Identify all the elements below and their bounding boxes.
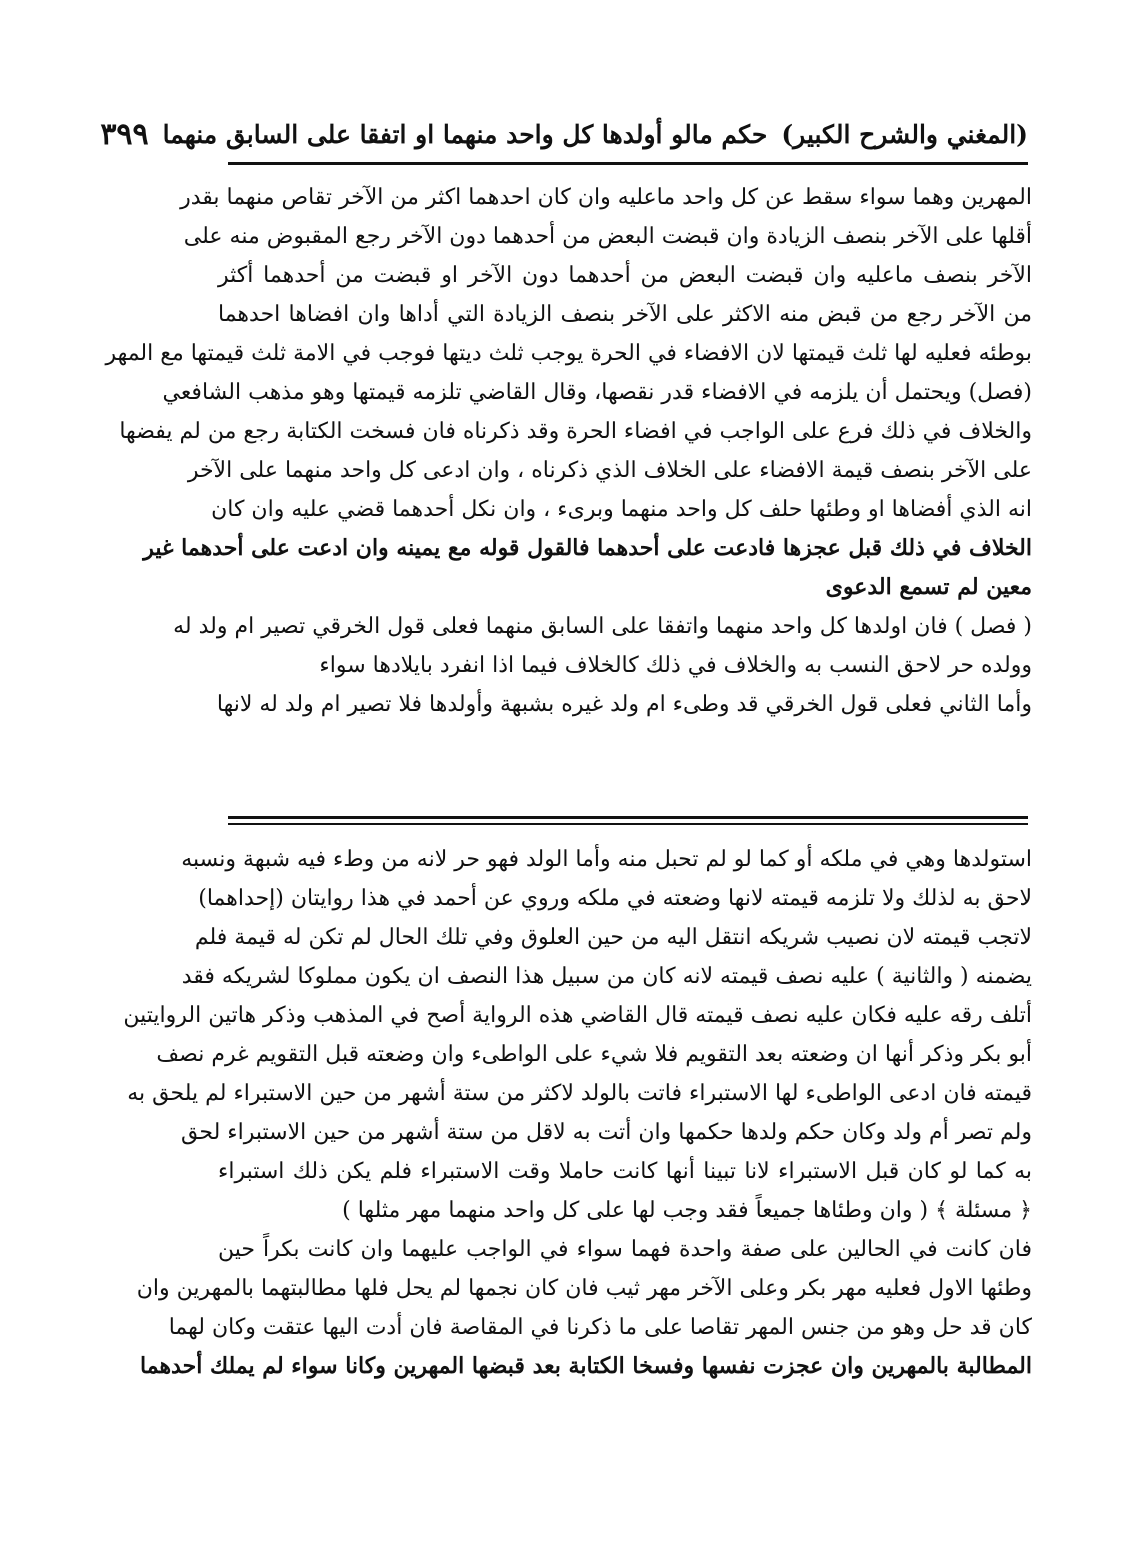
text-line: انه الذي أفضاها او وطئها حلف كل واحد منهما وبرىء ، وان نكل أحدهما قضي عليه وان كان — [211, 497, 1032, 522]
text-line: وطئها الاول فعليه مهر بكر وعلى الآخر مهر ثيب فان كان نجمها لم يحل فلها مطالبتهما بالمهرين وان — [136, 1276, 1032, 1301]
text-line: معين لم تسمع الدعوى — [825, 574, 1032, 600]
text-line: فان كانت في الحالين على صفة واحدة فهما سواء في الواجب عليهما وان كانت بكراً حين — [218, 1237, 1032, 1262]
book-title: (المغني والشرح الكبير) — [781, 119, 1028, 149]
text-line: لاتجب قيمته لان نصيب شريكه انتقل اليه من حين العلوق وفي تلك الحال لم تكن له قيمة فلم — [194, 925, 1032, 950]
text-line: الخلاف في ذلك قبل عجزها فادعت على أحدهما فالقول قوله مع يمينه وان ادعت على أحدهما غير — [143, 535, 1032, 561]
text-line: أقلها على الآخر بنصف الزيادة وان قبضت البعض من أحدهما دون الآخر رجع المقبوض منه على — [183, 224, 1032, 249]
section-divider — [228, 816, 1028, 819]
text-line: ولم تصر أم ولد وكان حكم ولدها حكمها وان أتت به لاقل من ستة أشهر من حين الاستبراء لحق — [181, 1120, 1032, 1145]
text-line: ( فصل ) فان اولدها كل واحد منهما واتفقا على السابق منهما فعلى قول الخرقي تصير ام ولد له — [173, 614, 1032, 639]
text-line: يضمنه ( والثانية ) عليه نصف قيمته لانه كان من سبيل هذا النصف ان يكون مملوكا لشريكه فقد — [181, 964, 1032, 989]
text-line: استولدها وهي في ملكه أو كما لو لم تحبل منه وأما الولد فهو حر لانه من وطء فيه شبهة ونسبه — [181, 847, 1032, 872]
upper-text-block — [105, 178, 1032, 724]
section-divider — [228, 823, 1028, 825]
text-line: المهرين وهما سواء سقط عن كل واحد ماعليه وان كان احدهما اكثر من الآخر تقاص منهما بقدر — [180, 185, 1032, 210]
text-line: قيمته فان ادعى الواطىء لها الاستبراء فاتت بالولد لاكثر من ستة أشهر من حين الاستبراء لم يلحق به — [127, 1081, 1032, 1106]
running-header — [100, 112, 1028, 156]
text-line: أتلف رقه عليه فكان عليه نصف قيمته قال القاضي هذه الرواية أصح في المذهب وذكر هاتين الروايتين — [123, 1003, 1032, 1028]
text-line: ﴿ مسئلة ﴾ ( وان وطئاها جميعاً فقد وجب لها على كل واحد منهما مهر مثلها ) — [342, 1198, 1032, 1223]
text-line: وأما الثاني فعلى قول الخرقي قد وطىء ام ولد غيره بشبهة وأولدها فلا تصير ام ولد له لانها — [216, 692, 1032, 717]
header-divider — [228, 162, 1028, 165]
text-line: وولده حر لاحق النسب به والخلاف في ذلك كالخلاف فيما اذا انفرد بايلادها سواء — [319, 653, 1032, 678]
text-line: أبو بكر وذكر أنها ان وضعته بعد التقويم فلا شيء على الواطىء وان وضعته قبل التقويم غرم نصف — [156, 1042, 1032, 1067]
text-line: الآخر بنصف ماعليه وان قبضت البعض من أحدهما دون الآخر او قبضت من أحدهما أكثر — [218, 263, 1032, 288]
text-line: (فصل) ويحتمل أن يلزمه في الافضاء قدر نقصها، وقال القاضي تلزمه قيمتها وهو مذهب الشافعي — [162, 380, 1032, 405]
text-line: به كما لو كان قبل الاستبراء لانا تبينا أنها كانت حاملا وقت الاستبراء فلم يكن ذلك استبراء — [218, 1159, 1032, 1184]
chapter-title: حكم مالو أولدها كل واحد منهما او اتفقا على السابق منهما — [162, 119, 768, 149]
text-line: من الآخر رجع من قبض منه الاكثر على الآخر بنصف الزيادة التي أداها وان افضاها احدهما — [218, 302, 1032, 327]
page-number: ٣٩٩ — [100, 116, 149, 152]
text-line: لاحق به لذلك ولا تلزمه قيمته لانها وضعته في ملكه وروي عن أحمد في هذا روايتان (إحداهما) — [198, 886, 1032, 911]
text-line: بوطئه فعليه لها ثلث قيمتها لان الافضاء في الحرة يوجب ثلث ديتها فوجب في الامة ثلث قيمتها مع المهر — [105, 341, 1032, 366]
text-line: على الآخر بنصف قيمة الافضاء على الخلاف الذي ذكرناه ، وان ادعى كل واحد منهما على الآخر — [187, 458, 1032, 483]
lower-text-block — [123, 840, 1032, 1386]
text-line: المطالبة بالمهرين وان عجزت نفسها وفسخا الكتابة بعد قبضها المهرين وكانا سواء لم يملك أحدهما — [140, 1353, 1032, 1379]
text-line: كان قد حل وهو من جنس المهر تقاصا على ما ذكرنا في المقاصة فان أدت اليها عتقت وكان لهما — [168, 1315, 1032, 1340]
text-line: والخلاف في ذلك فرع على الواجب في افضاء الحرة وقد ذكرناه فان فسخت الكتابة رجع من لم يفضها — [119, 419, 1032, 444]
